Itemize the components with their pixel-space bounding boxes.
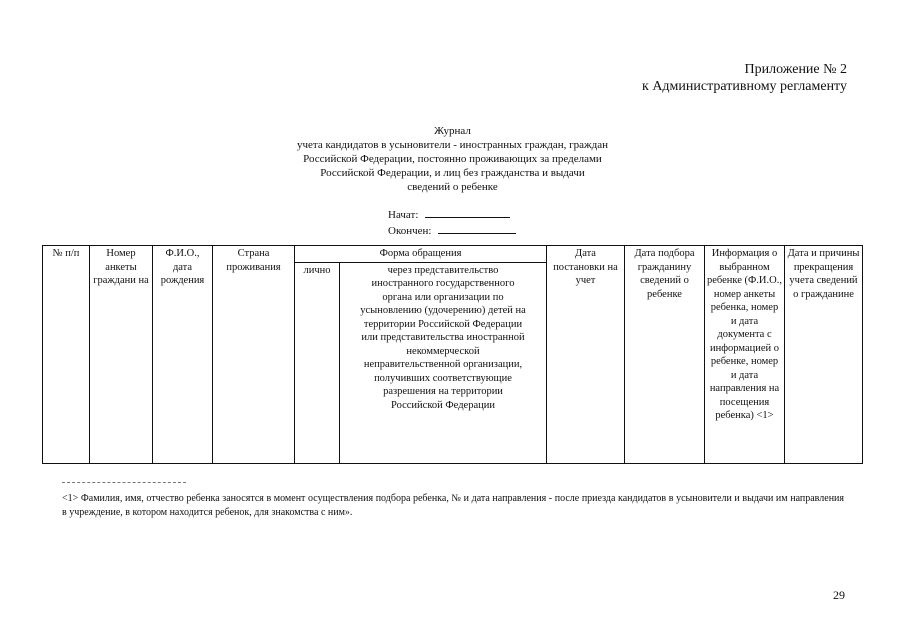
table-header-row (43, 246, 863, 263)
header-termination: Дата и причины прекращения учета сведений о гражданине (785, 246, 863, 464)
journal-dates (388, 206, 516, 238)
appendix-number: Приложение № 2 (744, 62, 847, 77)
ended-row (388, 222, 516, 238)
journal-title-line: Российской Федерации, и лиц без гражданства и выдачи (320, 167, 585, 179)
page-number: 29 (833, 588, 845, 602)
journal-title-line: учета кандидатов в усыновители - иностранных граждан, граждан (296, 139, 609, 151)
header-country: Страна проживания (213, 246, 295, 464)
appendix-header (642, 61, 847, 95)
started-label: Начат: (388, 209, 419, 221)
header-num: № п/п (43, 246, 90, 464)
footnote-separator (62, 482, 186, 483)
started-blank-line (425, 206, 510, 218)
footnote: <1> Фамилия, имя, отчество ребенка заносятся в момент осуществления подбора ребенка, № и дата направления - после приезда кандидатов в усыновители и выдачи им направления в учреждение, в котором находится ребенок, для знакомства с ним». (62, 493, 844, 518)
ended-blank-line (438, 222, 516, 234)
header-registration-date: Дата постановки на учет (547, 246, 625, 464)
journal-title (0, 124, 905, 194)
header-selection-date: Дата подбора гражданину сведений о ребенке (625, 246, 705, 464)
appendix-reference: к Административному регламенту (642, 79, 847, 94)
header-form-number: Номер анкеты граждани на (90, 246, 153, 464)
journal-title-line: Российской Федерации, постоянно проживающих за пределами (303, 153, 602, 165)
ended-label: Окончен: (388, 225, 432, 237)
started-row (388, 206, 516, 222)
journal-table (42, 245, 863, 464)
header-appeal-representative: через представительство иностранного государственного органа или организации по усыновлению (удочерению) детей на территории Российской Федерации или представительства иностранной некоммерческой неправительственной организации, получивших соответствующие разрешения на территории Российской Федерации (340, 262, 547, 464)
header-child-info: Информация о выбранном ребенке (Ф.И.О., номер анкеты ребенка, номер и дата документа с информацией о ребенке, номер и дата направления на посещения ребенка) <1> (705, 246, 785, 464)
journal-title-line: сведений о ребенке (407, 181, 498, 193)
header-appeal-form: Форма обращения (295, 246, 547, 263)
header-appeal-personal: лично (295, 262, 340, 464)
header-fio: Ф.И.О., дата рождения (153, 246, 213, 464)
journal-title-line: Журнал (434, 125, 471, 137)
